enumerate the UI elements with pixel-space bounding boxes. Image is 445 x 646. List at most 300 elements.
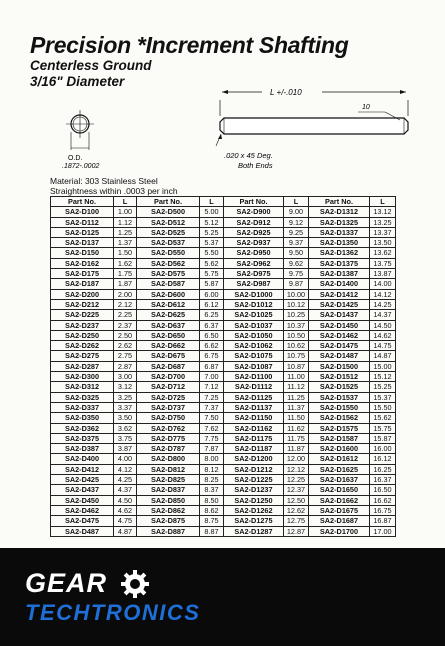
part-number-cell: SA2-D612	[137, 299, 200, 309]
length-cell: 8.62	[200, 505, 224, 515]
part-number-cell: SA2-D1700	[309, 526, 370, 536]
subtitle-diameter: 3/16" Diameter	[30, 74, 125, 89]
header-part-no-2: Part No.	[137, 197, 200, 207]
part-number-cell: SA2-D275	[51, 351, 114, 361]
length-cell: 2.75	[114, 351, 137, 361]
part-number-cell: SA2-D1375	[309, 258, 370, 268]
part-number-cell: SA2-D1312	[309, 207, 370, 217]
length-cell: 2.25	[114, 310, 137, 320]
part-number-cell: SA2-D250	[51, 330, 114, 340]
part-number-cell: SA2-D1225	[224, 475, 284, 485]
table-row	[51, 382, 396, 392]
part-number-cell: SA2-D575	[137, 269, 200, 279]
part-number-cell: SA2-D1287	[224, 526, 284, 536]
part-number-cell: SA2-D1087	[224, 361, 284, 371]
length-cell: 10.62	[284, 341, 309, 351]
part-number-cell: SA2-D1175	[224, 433, 284, 443]
part-number-cell: SA2-D812	[137, 464, 200, 474]
part-number-cell: SA2-D375	[51, 433, 114, 443]
length-cell: 3.00	[114, 372, 137, 382]
length-cell: 8.25	[200, 475, 224, 485]
od-label: O.D.	[68, 155, 83, 162]
length-cell: 13.37	[370, 227, 396, 237]
part-number-cell: SA2-D362	[51, 423, 114, 433]
table-row	[51, 279, 396, 289]
table-row	[51, 433, 396, 443]
table-row	[51, 320, 396, 330]
part-number-cell: SA2-D700	[137, 372, 200, 382]
page-title: Precision *Increment Shafting	[30, 32, 349, 58]
length-cell: 10.25	[284, 310, 309, 320]
length-cell: 6.00	[200, 289, 224, 299]
length-label: L +/-.010	[270, 88, 302, 97]
part-number-cell: SA2-D1012	[224, 299, 284, 309]
header-length-3: L	[284, 197, 309, 207]
length-cell: 15.00	[370, 361, 396, 371]
length-cell: 2.00	[114, 289, 137, 299]
part-number-cell: SA2-D1525	[309, 382, 370, 392]
part-number-cell: SA2-D1600	[309, 444, 370, 454]
length-cell: 2.50	[114, 330, 137, 340]
length-cell: 17.00	[370, 526, 396, 536]
gear-cog-icon	[120, 569, 150, 599]
length-cell: 16.75	[370, 505, 396, 515]
table-row	[51, 372, 396, 382]
table-row	[51, 485, 396, 495]
header-length-1: L	[114, 197, 137, 207]
length-cell: 11.25	[284, 392, 309, 402]
table-row	[51, 341, 396, 351]
part-number-cell: SA2-D1550	[309, 402, 370, 412]
part-number-cell: SA2-D287	[51, 361, 114, 371]
length-cell: 14.12	[370, 289, 396, 299]
table-row	[51, 526, 396, 536]
part-number-cell: SA2-D662	[137, 341, 200, 351]
length-cell: 15.50	[370, 402, 396, 412]
length-cell: 10.12	[284, 299, 309, 309]
header-part-no-3: Part No.	[224, 197, 284, 207]
straightness-note: Straightness within .0003 per inch	[50, 186, 178, 196]
length-cell: 12.87	[284, 526, 309, 536]
length-cell: 15.87	[370, 433, 396, 443]
part-number-cell: SA2-D462	[51, 505, 114, 515]
part-number-cell: SA2-D1187	[224, 444, 284, 454]
length-cell: 5.37	[200, 238, 224, 248]
table-row	[51, 217, 396, 227]
part-number-cell: SA2-D1000	[224, 289, 284, 299]
part-number-cell: SA2-D325	[51, 392, 114, 402]
length-cell: 12.37	[284, 485, 309, 495]
length-cell: 6.87	[200, 361, 224, 371]
table-row	[51, 475, 396, 485]
length-cell: 6.37	[200, 320, 224, 330]
part-number-cell: SA2-D125	[51, 227, 114, 237]
table-row	[51, 258, 396, 268]
part-number-cell: SA2-D937	[224, 238, 284, 248]
table-row	[51, 454, 396, 464]
length-cell: 3.12	[114, 382, 137, 392]
table-row	[51, 516, 396, 526]
part-number-cell: SA2-D212	[51, 299, 114, 309]
part-number-cell: SA2-D1150	[224, 413, 284, 423]
part-number-cell: SA2-D837	[137, 485, 200, 495]
part-number-cell: SA2-D550	[137, 248, 200, 258]
part-number-cell: SA2-D950	[224, 248, 284, 258]
part-number-cell: SA2-D1462	[309, 330, 370, 340]
length-cell: 3.75	[114, 433, 137, 443]
part-number-cell: SA2-D762	[137, 423, 200, 433]
part-number-cell: SA2-D1437	[309, 310, 370, 320]
part-number-cell: SA2-D1100	[224, 372, 284, 382]
part-number-cell: SA2-D787	[137, 444, 200, 454]
length-cell: 7.50	[200, 413, 224, 423]
length-cell: 5.75	[200, 269, 224, 279]
part-number-cell: SA2-D912	[224, 217, 284, 227]
part-number-cell: SA2-D987	[224, 279, 284, 289]
length-cell: 13.75	[370, 258, 396, 268]
length-cell: 16.50	[370, 485, 396, 495]
part-number-cell: SA2-D1125	[224, 392, 284, 402]
part-number-cell: SA2-D300	[51, 372, 114, 382]
length-cell: 2.12	[114, 299, 137, 309]
length-cell: 4.12	[114, 464, 137, 474]
length-cell: 3.25	[114, 392, 137, 402]
length-cell: 7.00	[200, 372, 224, 382]
part-number-cell: SA2-D1687	[309, 516, 370, 526]
part-number-cell: SA2-D137	[51, 238, 114, 248]
subtitle-process: Centerless Ground	[30, 58, 152, 73]
part-number-cell: SA2-D312	[51, 382, 114, 392]
part-number-cell: SA2-D1562	[309, 413, 370, 423]
part-number-cell: SA2-D1325	[309, 217, 370, 227]
length-cell: 13.50	[370, 238, 396, 248]
length-cell: 15.75	[370, 423, 396, 433]
length-cell: 9.00	[284, 207, 309, 217]
part-number-cell: SA2-D712	[137, 382, 200, 392]
length-cell: 14.87	[370, 351, 396, 361]
part-number-cell: SA2-D1425	[309, 299, 370, 309]
part-number-cell: SA2-D1075	[224, 351, 284, 361]
length-cell: 3.37	[114, 402, 137, 412]
part-number-cell: SA2-D600	[137, 289, 200, 299]
length-cell: 5.50	[200, 248, 224, 258]
length-cell: 14.00	[370, 279, 396, 289]
length-cell: 2.62	[114, 341, 137, 351]
length-cell: 6.12	[200, 299, 224, 309]
part-number-cell: SA2-D187	[51, 279, 114, 289]
table-row	[51, 310, 396, 320]
length-cell: 13.87	[370, 269, 396, 279]
part-number-cell: SA2-D1575	[309, 423, 370, 433]
part-number-cell: SA2-D562	[137, 258, 200, 268]
part-number-cell: SA2-D1137	[224, 402, 284, 412]
part-number-cell: SA2-D500	[137, 207, 200, 217]
length-cell: 14.50	[370, 320, 396, 330]
length-cell: 9.37	[284, 238, 309, 248]
part-number-cell: SA2-D350	[51, 413, 114, 423]
logo-gear-text: GEAR	[25, 568, 108, 598]
length-cell: 13.12	[370, 207, 396, 217]
part-number-cell: SA2-D1062	[224, 341, 284, 351]
part-number-cell: SA2-D175	[51, 269, 114, 279]
length-cell: 4.50	[114, 495, 137, 505]
length-cell: 7.75	[200, 433, 224, 443]
length-cell: 10.00	[284, 289, 309, 299]
length-cell: 5.25	[200, 227, 224, 237]
part-number-cell: SA2-D1450	[309, 320, 370, 330]
part-number-cell: SA2-D1662	[309, 495, 370, 505]
part-number-cell: SA2-D1537	[309, 392, 370, 402]
length-cell: 3.62	[114, 423, 137, 433]
table-row	[51, 402, 396, 412]
part-number-cell: SA2-D425	[51, 475, 114, 485]
length-cell: 8.00	[200, 454, 224, 464]
length-cell: 1.75	[114, 269, 137, 279]
length-cell: 2.37	[114, 320, 137, 330]
table-row	[51, 351, 396, 361]
part-number-cell: SA2-D1275	[224, 516, 284, 526]
length-cell: 7.25	[200, 392, 224, 402]
length-cell: 16.12	[370, 454, 396, 464]
length-cell: 2.87	[114, 361, 137, 371]
length-cell: 12.75	[284, 516, 309, 526]
length-cell: 7.37	[200, 402, 224, 412]
part-number-cell: SA2-D1237	[224, 485, 284, 495]
part-number-cell: SA2-D887	[137, 526, 200, 536]
part-number-cell: SA2-D225	[51, 310, 114, 320]
material-note: Material: 303 Stainless Steel	[50, 176, 158, 186]
length-cell: 10.37	[284, 320, 309, 330]
length-cell: 6.62	[200, 341, 224, 351]
length-cell: 11.87	[284, 444, 309, 454]
part-number-cell: SA2-D725	[137, 392, 200, 402]
part-number-cell: SA2-D962	[224, 258, 284, 268]
length-cell: 12.00	[284, 454, 309, 464]
length-cell: 5.00	[200, 207, 224, 217]
length-cell: 11.50	[284, 413, 309, 423]
part-number-cell: SA2-D537	[137, 238, 200, 248]
part-number-cell: SA2-D675	[137, 351, 200, 361]
length-cell: 9.75	[284, 269, 309, 279]
part-number-cell: SA2-D925	[224, 227, 284, 237]
part-number-cell: SA2-D1500	[309, 361, 370, 371]
length-cell: 16.62	[370, 495, 396, 505]
table-row	[51, 413, 396, 423]
length-cell: 11.37	[284, 402, 309, 412]
table-row	[51, 299, 396, 309]
length-cell: 5.62	[200, 258, 224, 268]
part-number-cell: SA2-D1637	[309, 475, 370, 485]
part-number-cell: SA2-D400	[51, 454, 114, 464]
length-cell: 1.62	[114, 258, 137, 268]
length-cell: 1.87	[114, 279, 137, 289]
length-cell: 8.75	[200, 516, 224, 526]
part-number-cell: SA2-D1512	[309, 372, 370, 382]
length-cell: 9.62	[284, 258, 309, 268]
table-row	[51, 227, 396, 237]
table-row	[51, 248, 396, 258]
length-cell: 14.62	[370, 330, 396, 340]
length-cell: 8.87	[200, 526, 224, 536]
length-cell: 15.37	[370, 392, 396, 402]
part-number-cell: SA2-D1037	[224, 320, 284, 330]
part-number-cell: SA2-D1675	[309, 505, 370, 515]
part-number-cell: SA2-D1162	[224, 423, 284, 433]
part-number-cell: SA2-D512	[137, 217, 200, 227]
part-number-cell: SA2-D900	[224, 207, 284, 217]
length-cell: 15.12	[370, 372, 396, 382]
part-number-cell: SA2-D1475	[309, 341, 370, 351]
length-cell: 9.87	[284, 279, 309, 289]
length-cell: 11.62	[284, 423, 309, 433]
part-number-cell: SA2-D625	[137, 310, 200, 320]
length-cell: 12.12	[284, 464, 309, 474]
part-number-cell: SA2-D1587	[309, 433, 370, 443]
length-cell: 14.37	[370, 310, 396, 320]
length-cell: 9.50	[284, 248, 309, 258]
length-cell: 7.87	[200, 444, 224, 454]
length-cell: 14.75	[370, 341, 396, 351]
length-cell: 6.50	[200, 330, 224, 340]
length-cell: 10.50	[284, 330, 309, 340]
part-number-cell: SA2-D112	[51, 217, 114, 227]
length-cell: 3.87	[114, 444, 137, 454]
header-part-no-1: Part No.	[51, 197, 114, 207]
part-number-cell: SA2-D800	[137, 454, 200, 464]
length-cell: 12.50	[284, 495, 309, 505]
part-number-cell: SA2-D487	[51, 526, 114, 536]
length-cell: 7.12	[200, 382, 224, 392]
part-number-cell: SA2-D150	[51, 248, 114, 258]
length-cell: 1.00	[114, 207, 137, 217]
part-number-cell: SA2-D1112	[224, 382, 284, 392]
length-cell: 4.62	[114, 505, 137, 515]
part-number-cell: SA2-D337	[51, 402, 114, 412]
part-number-cell: SA2-D1362	[309, 248, 370, 258]
length-cell: 6.25	[200, 310, 224, 320]
length-cell: 4.37	[114, 485, 137, 495]
length-cell: 11.00	[284, 372, 309, 382]
length-cell: 11.12	[284, 382, 309, 392]
part-number-cell: SA2-D450	[51, 495, 114, 505]
length-cell: 7.62	[200, 423, 224, 433]
part-number-cell: SA2-D862	[137, 505, 200, 515]
part-number-cell: SA2-D1212	[224, 464, 284, 474]
chamfer-note-1: .020 x 45 Deg.	[224, 151, 273, 160]
length-cell: 13.62	[370, 248, 396, 258]
part-number-cell: SA2-D587	[137, 279, 200, 289]
part-number-cell: SA2-D975	[224, 269, 284, 279]
table-row	[51, 361, 396, 371]
length-cell: 1.50	[114, 248, 137, 258]
length-cell: 5.12	[200, 217, 224, 227]
length-cell: 1.25	[114, 227, 137, 237]
od-value: .1872-.0002	[62, 163, 100, 170]
part-number-cell: SA2-D1262	[224, 505, 284, 515]
part-number-cell: SA2-D100	[51, 207, 114, 217]
table-row	[51, 505, 396, 515]
part-number-cell: SA2-D437	[51, 485, 114, 495]
header-length-2: L	[200, 197, 224, 207]
part-number-cell: SA2-D1387	[309, 269, 370, 279]
table-row	[51, 392, 396, 402]
length-cell: 1.12	[114, 217, 137, 227]
length-cell: 13.25	[370, 217, 396, 227]
length-cell: 8.12	[200, 464, 224, 474]
part-number-cell: SA2-D875	[137, 516, 200, 526]
length-cell: 3.50	[114, 413, 137, 423]
part-number-cell: SA2-D1612	[309, 454, 370, 464]
table-row	[51, 464, 396, 474]
part-number-cell: SA2-D775	[137, 433, 200, 443]
length-cell: 4.75	[114, 516, 137, 526]
length-cell: 9.25	[284, 227, 309, 237]
table-row	[51, 423, 396, 433]
part-number-cell: SA2-D412	[51, 464, 114, 474]
part-number-cell: SA2-D387	[51, 444, 114, 454]
part-number-cell: SA2-D162	[51, 258, 114, 268]
part-number-cell: SA2-D200	[51, 289, 114, 299]
parts-table	[50, 196, 396, 537]
part-number-cell: SA2-D737	[137, 402, 200, 412]
length-cell: 8.50	[200, 495, 224, 505]
length-cell: 9.12	[284, 217, 309, 227]
table-row	[51, 207, 396, 217]
length-cell: 12.62	[284, 505, 309, 515]
length-cell: 10.75	[284, 351, 309, 361]
part-number-cell: SA2-D1200	[224, 454, 284, 464]
length-cell: 4.25	[114, 475, 137, 485]
chamfer-angle: 10	[362, 104, 370, 111]
table-row	[51, 269, 396, 279]
table-row	[51, 238, 396, 248]
part-number-cell: SA2-D650	[137, 330, 200, 340]
part-number-cell: SA2-D1337	[309, 227, 370, 237]
table-row	[51, 330, 396, 340]
length-cell: 1.37	[114, 238, 137, 248]
shaft-side-view-icon	[216, 90, 408, 146]
part-number-cell: SA2-D1400	[309, 279, 370, 289]
table-row	[51, 444, 396, 454]
table-row	[51, 495, 396, 505]
chamfer-note-2: Both Ends	[238, 161, 273, 170]
part-number-cell: SA2-D750	[137, 413, 200, 423]
part-number-cell: SA2-D1025	[224, 310, 284, 320]
shaft-drawing	[40, 80, 440, 180]
length-cell: 11.75	[284, 433, 309, 443]
length-cell: 5.87	[200, 279, 224, 289]
table-row	[51, 289, 396, 299]
part-number-cell: SA2-D237	[51, 320, 114, 330]
part-number-cell: SA2-D1350	[309, 238, 370, 248]
length-cell: 14.25	[370, 299, 396, 309]
length-cell: 10.87	[284, 361, 309, 371]
length-cell: 16.87	[370, 516, 396, 526]
length-cell: 6.75	[200, 351, 224, 361]
length-cell: 16.00	[370, 444, 396, 454]
part-number-cell: SA2-D475	[51, 516, 114, 526]
part-number-cell: SA2-D262	[51, 341, 114, 351]
header-part-no-4: Part No.	[309, 197, 370, 207]
length-cell: 16.25	[370, 464, 396, 474]
part-number-cell: SA2-D1650	[309, 485, 370, 495]
part-number-cell: SA2-D1625	[309, 464, 370, 474]
parts-table-body	[51, 207, 396, 537]
length-cell: 16.37	[370, 475, 396, 485]
part-number-cell: SA2-D825	[137, 475, 200, 485]
header-length-4: L	[370, 197, 396, 207]
part-number-cell: SA2-D1412	[309, 289, 370, 299]
